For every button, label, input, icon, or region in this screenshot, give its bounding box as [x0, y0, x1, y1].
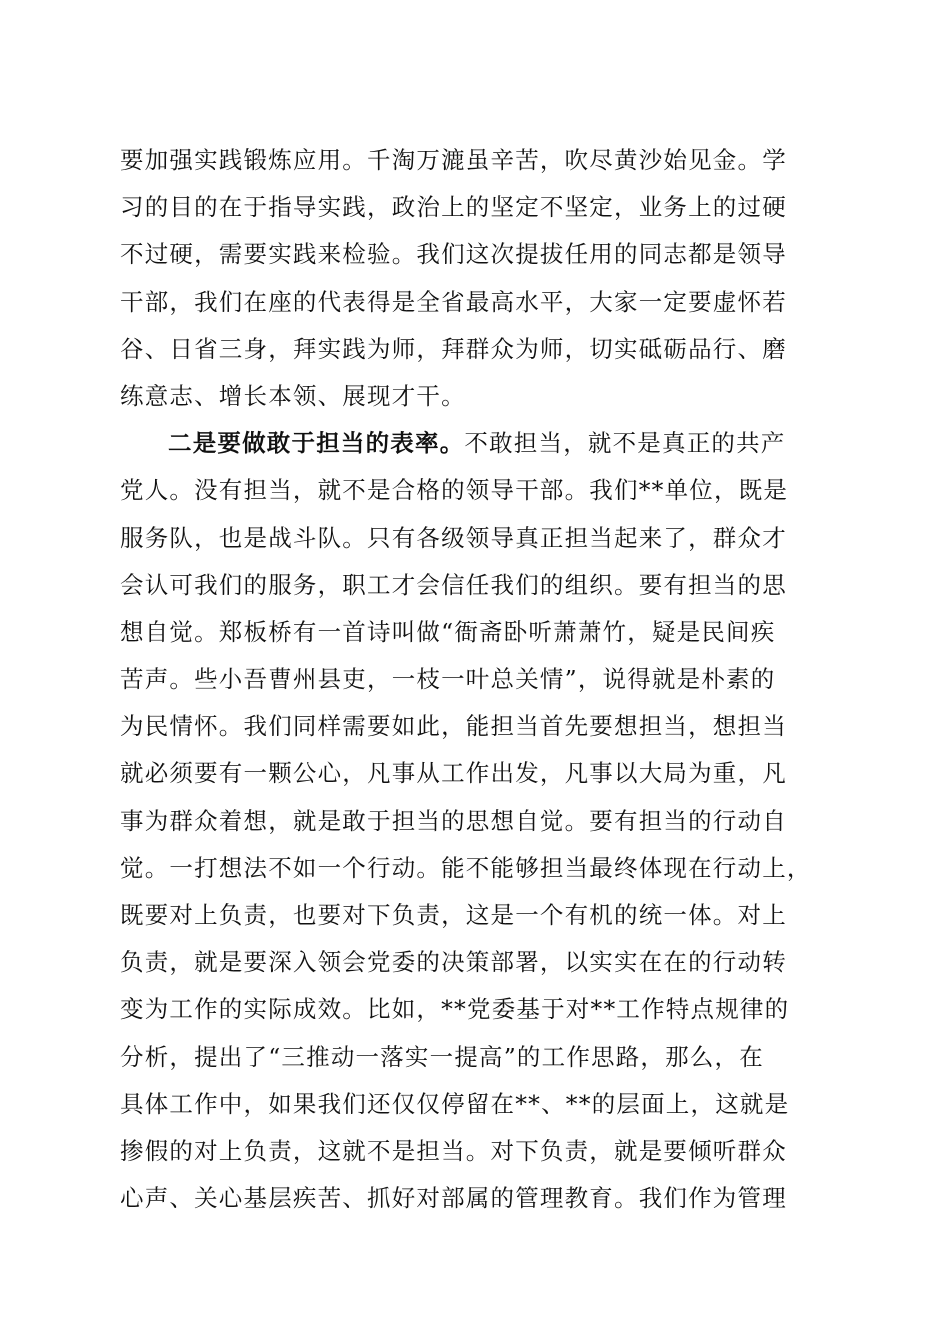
- section-heading: 二是要做敢于担当的表率。: [168, 429, 465, 458]
- text-line: 想自觉。郑板桥有一首诗叫做“衙斋卧听萧萧竹，疑是民间疾: [120, 617, 776, 646]
- text-line: 负责，就是要深入领会党委的决策部署，以实实在在的行动转: [120, 948, 787, 977]
- text-line: 分析，提出了“三推动一落实一提高”的工作思路，那么，在: [120, 1042, 764, 1071]
- text-run: 不敢担当，就不是真正的共产: [464, 429, 786, 458]
- text-line: 服务队，也是战斗队。只有各级领导真正担当起来了，群众才: [120, 523, 787, 552]
- text-line: 就必须要有一颗公心，凡事从工作出发，凡事以大局为重，凡: [120, 759, 787, 788]
- text-line: 谷、日省三身，拜实践为师，拜群众为师，切实砥砺品行、磨: [120, 334, 787, 363]
- text-line: 掺假的对上负责，这就不是担当。对下负责，就是要倾听群众: [120, 1136, 787, 1165]
- text-line: 会认可我们的服务，职工才会信任我们的组织。要有担当的思: [120, 570, 787, 599]
- text-line: 不过硬，需要实践来检验。我们这次提拔任用的同志都是领导: [120, 240, 787, 269]
- text-line: 事为群众着想，就是敢于担当的思想自觉。要有担当的行动自: [120, 806, 787, 835]
- paragraph-2: [120, 420, 832, 1222]
- text-line: 为民情怀。我们同样需要如此，能担当首先要想担当，想担当: [120, 712, 787, 741]
- text-line: 既要对上负责，也要对下负责，这是一个有机的统一体。对上: [120, 901, 787, 929]
- paragraph-2-first-line: [120, 420, 832, 467]
- text-line: 干部，我们在座的代表得是全省最高水平，大家一定要虚怀若: [120, 287, 787, 316]
- text-line: 觉。一打想法不如一个行动。能不能够担当最终体现在行动上，: [120, 853, 812, 882]
- text-line: 具体工作中，如果我们还仅仅停留在**、**的层面上，这就是: [120, 1089, 790, 1118]
- text-line: 苦声。些小吾曹州县吏，一枝一叶总关情”，说得就是朴素的: [120, 665, 776, 694]
- text-line: 练意志、增长本领、展现才干。: [120, 381, 466, 410]
- document-body: [120, 137, 832, 1222]
- text-line: 心声、关心基层疾苦、抓好对部属的管理教育。我们作为管理: [120, 1184, 787, 1213]
- text-line: 党人。没有担当，就不是合格的领导干部。我们**单位，既是: [120, 476, 789, 505]
- text-line: 变为工作的实际成效。比如，**党委基于对**工作特点规律的: [120, 995, 790, 1024]
- text-line: 要加强实践锻炼应用。千淘万漉虽辛苦，吹尽黄沙始见金。学: [120, 146, 787, 174]
- paragraph-1: [120, 137, 832, 420]
- text-line: 习的目的在于指导实践，政治上的坚定不坚定，业务上的过硬: [120, 193, 787, 222]
